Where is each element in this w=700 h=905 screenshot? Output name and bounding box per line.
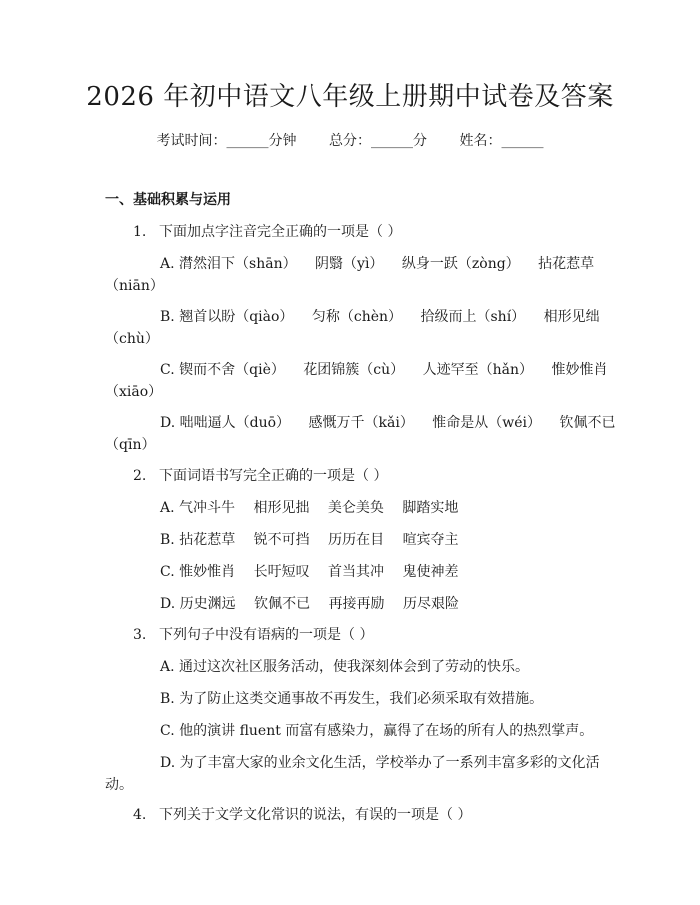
question-number: 3. (133, 627, 147, 643)
option-term: 拈花惹草 (179, 532, 236, 548)
q3-option-a: A. 通过这次社区服务活动，使我深刻体会到了劳动的快乐。 (160, 659, 530, 675)
option-term: 感慨万千（kǎi） (308, 415, 414, 431)
q1-option-b-continued: （chù） (105, 331, 159, 347)
option-letter: A. (160, 256, 175, 272)
question-4 (133, 805, 471, 825)
option-term: 再接再励 (328, 596, 385, 612)
question-1 (133, 222, 401, 242)
q1-option-c (160, 360, 607, 380)
question-stem: 下列关于文学文化常识的说法，有误的一项是（ ） (159, 807, 472, 823)
q1-option-c-continued: （xiāo） (105, 384, 163, 400)
q2-option-a (160, 498, 458, 518)
question-stem: 下面加点字注音完全正确的一项是（ ） (159, 224, 402, 240)
option-term: 历历在目 (328, 532, 385, 548)
option-term: 人迹罕至（hǎn） (422, 362, 534, 378)
q3-option-c: C. 他的演讲 fluent 而富有感染力，赢得了在场的所有人的热烈掌声。 (160, 723, 594, 739)
option-term: 阴翳（yì） (315, 256, 384, 272)
option-term: 气冲斗牛 (179, 500, 236, 516)
option-letter: D. (160, 415, 176, 431)
q2-option-d (160, 594, 459, 614)
q3-option-d-continued: 动。 (105, 777, 133, 793)
question-2 (133, 466, 387, 486)
option-term: 历史渊远 (179, 596, 236, 612)
q1-option-b (160, 307, 600, 327)
option-term: 翘首以盼（qiào） (179, 309, 294, 325)
q3-option-b: B. 为了防止这类交通事故不再发生，我们必须采取有效措施。 (160, 691, 544, 707)
question-number: 4. (133, 807, 147, 823)
option-term: 花团锦簇（cù） (303, 362, 405, 378)
exam-meta (0, 131, 700, 151)
q1-option-d (160, 413, 615, 433)
option-term: 惟妙惟肖 (551, 362, 608, 378)
option-letter: B. (160, 309, 175, 325)
name-label: 姓名：______ (459, 133, 544, 149)
option-letter: C. (160, 362, 175, 378)
option-term: 锐不可挡 (253, 532, 310, 548)
total-score-label: 总分：______分 (329, 133, 427, 149)
option-letter: D. (160, 596, 176, 612)
option-term: 惟命是从（wéi） (432, 415, 542, 431)
option-term: 钦佩不已 (254, 596, 311, 612)
option-term: 鬼使神差 (402, 564, 459, 580)
option-letter: A. (160, 500, 175, 516)
question-stem: 下面词语书写完全正确的一项是（ ） (159, 468, 388, 484)
exam-time-label: 考试时间：______分钟 (156, 133, 297, 149)
q1-option-a (160, 254, 594, 274)
q1-option-a-continued: （niān） (105, 278, 164, 294)
question-stem: 下列句子中没有语病的一项是（ ） (159, 627, 374, 643)
option-term: 长吁短叹 (253, 564, 310, 580)
option-letter: B. (160, 532, 175, 548)
q2-option-b (160, 530, 459, 550)
option-term: 相形见绌 (543, 309, 600, 325)
question-number: 1. (133, 224, 147, 240)
q2-option-c (160, 562, 458, 582)
option-term: 拾级而上（shí） (420, 309, 526, 325)
option-term: 历尽艰险 (403, 596, 459, 612)
option-term: 首当其冲 (328, 564, 385, 580)
option-term: 咄咄逼人（duō） (179, 415, 291, 431)
option-term: 脚踏实地 (402, 500, 459, 516)
section-heading: 一、基础积累与运用 (105, 192, 231, 208)
q1-option-d-continued: （qīn） (105, 437, 156, 453)
option-term: 钦佩不已 (559, 415, 616, 431)
option-term: 纵身一跃（zòng） (401, 256, 520, 272)
option-term: 潸然泪下（shān） (179, 256, 297, 272)
option-term: 喧宾夺主 (402, 532, 459, 548)
option-term: 拈花惹草 (538, 256, 595, 272)
question-3 (133, 625, 373, 645)
option-term: 美仑美奂 (327, 500, 384, 516)
option-term: 锲而不舍（qiè） (179, 362, 285, 378)
option-term: 惟妙惟肖 (179, 564, 236, 580)
q3-option-d: D. 为了丰富大家的业余文化生活，学校举办了一系列丰富多彩的文化活 (160, 755, 600, 771)
option-term: 匀称（chèn） (311, 309, 403, 325)
option-letter: C. (160, 564, 175, 580)
question-number: 2. (133, 468, 147, 484)
option-term: 相形见拙 (253, 500, 310, 516)
page-title: 2026 年初中语文八年级上册期中试卷及答案 (86, 82, 614, 112)
